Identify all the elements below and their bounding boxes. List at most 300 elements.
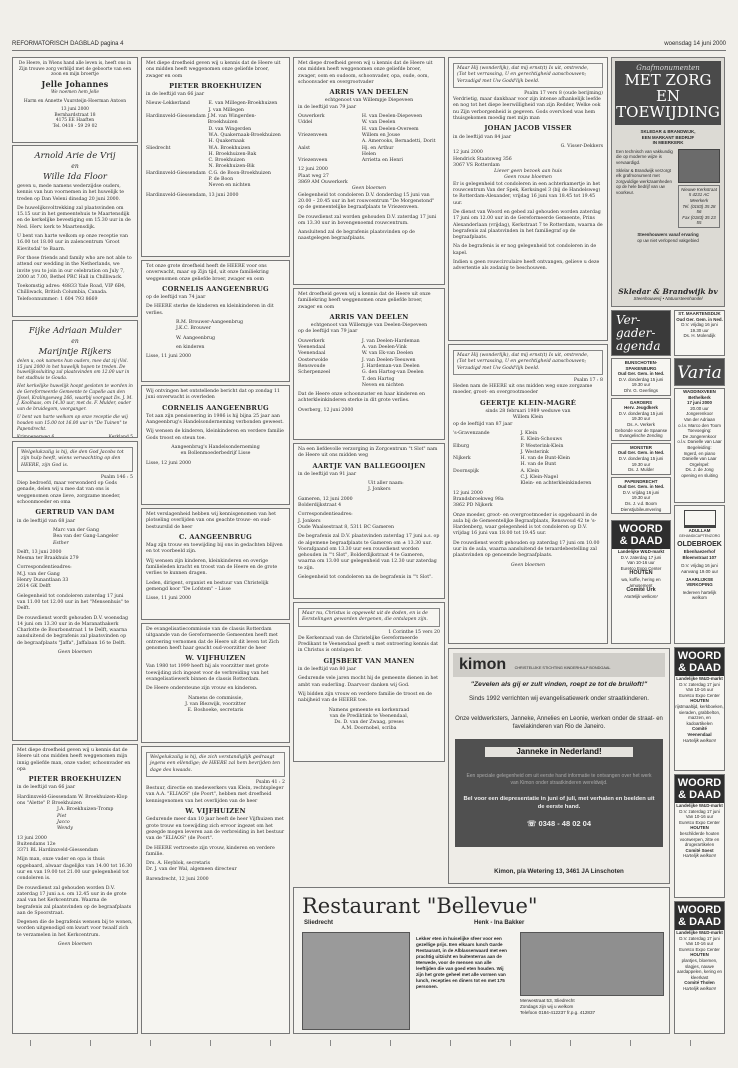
v1-l7: o.l.v. Marco den Toom: [678, 422, 721, 428]
obit-gk-age: op de leeftijd van 87 jaar: [453, 421, 513, 427]
ad2-place: Veenendaal: [298, 345, 326, 351]
obit-jv-name: JOHAN JACOB VISSER: [484, 124, 572, 133]
bottom-crop-marks: [0, 1040, 738, 1060]
v2-l2: Ebenhaezerhof: [683, 549, 716, 555]
obit-ab-body2: De begrafenis zal D.V. plaatsvinden zaterdag 17 juni a.s. op de algemene begraafplaats te Gameren om ± 13.30 uur. Voorafgaand om 13.30 uur een rouwdienst worden gehouden in "'t Slot", Bolderdijkstraat 4 te Gameren, waarna om 13.00 uur gelegenheid van 12.30 uur zaterdag te zijn.: [298, 534, 440, 571]
wd1-logo: [612, 521, 670, 549]
ad2-person: G. den Hartog-van Deelen: [361, 370, 424, 376]
gk-person: J. Westerink: [520, 449, 549, 455]
ad2-person: J. van Deelen-Teeuwen: [361, 357, 416, 363]
wd3-logo: [675, 775, 724, 803]
wd4-l5: HOUTEN: [690, 952, 709, 958]
obit-vandam-r1: Marc van der Gang: [53, 527, 99, 533]
varia-label: Varia: [677, 363, 722, 383]
agenda-item-p: Ds. J. Mulder: [628, 467, 654, 473]
ad2-place: [298, 383, 362, 389]
kerk-l4: 19.30 uur: [690, 327, 709, 333]
obituary-aangeenbrug-choir: [141, 508, 290, 620]
obit-jv-body2: Er is gelegenheid tot condoleren in een achterkamertje in het rouwcentrum Van der Spek, Kerksingel 3 (bij de Handelsweg) te Rotterdam-Alexander, vrijdag 16 juni van 18.45 tot 19.45 uur.: [453, 181, 601, 206]
wd2-l5: HOUTEN: [690, 698, 709, 704]
grafmonumenten-body: [616, 129, 720, 243]
agenda-item: [611, 443, 671, 475]
v1-l2: Bethelkerk: [688, 394, 711, 400]
ad1-person: Hj. en Arthur: [361, 145, 394, 151]
obit-wv1-r1: Namens de commissie,: [188, 695, 243, 701]
wd3-l5: HOUTEN: [690, 825, 709, 831]
ad2-place: Oosterwolde: [298, 357, 329, 363]
varia-header: [674, 358, 725, 386]
wd3-l3: Van 10-16 uur: [685, 814, 714, 820]
wd1-l6: wa, koffie, hering en: [621, 576, 661, 582]
gk-place: [453, 481, 521, 487]
v1-l12: Ingerd, en piano: [683, 450, 716, 456]
ad1-person: A. Amerooks, Bernadetti, Dorit: [361, 139, 436, 145]
obit-gm-name: GIJSBERT VAN MANEN: [323, 656, 415, 665]
agenda-item-n: Gebonde voor de Spaanse Evangelische Zending: [614, 427, 668, 439]
obituary-ballegooijen: [293, 443, 445, 599]
pb2-person: W.A. Broekhuizen: [208, 145, 251, 151]
pb2-row: [146, 114, 285, 127]
ad1-place: Vriezenveen: [298, 132, 328, 138]
wd1-l7: amusement: [629, 582, 653, 588]
obit-pb1-name: PIETER BROEKHUIZEN: [28, 775, 122, 784]
obituary-broekhuizen-siblings: [141, 57, 290, 257]
pb2-person: C.G. de Boon-Broekhuizen: [208, 170, 271, 176]
kimon-tag: CHRISTELIJKE STICHTING KINDERHULP BONDGAAL: [514, 666, 611, 670]
wd2-l9: Hartelijk welkom!: [682, 737, 717, 743]
obit-gm-age: in de leeftijd van 80 jaar: [298, 667, 357, 673]
crop-mark: [390, 1040, 391, 1046]
wedding-vrij-floor: [12, 145, 138, 317]
obit-wv2-ref: Psalm 41 : 2: [255, 779, 285, 785]
obit-ca3-body3: Wij wensen zijn kinderen, kleinkinderen en overige familieleden kracht en troost van de Heere en de grote verlies te kunnen dragen.: [146, 558, 278, 577]
obit-ad1-body2: Gelegenheid tot condoleren D.V. donderdag 15 juni van 20.00 – 20.45 uur in het rouwcentrum "De Morgenstond" op de gemeentelijke begraafplaats te Vriezenveen.: [298, 192, 435, 211]
obit-pb1-r5: Jacco: [57, 819, 70, 825]
obit-vandam-age: in de leeftijd van 68 jaar: [17, 518, 76, 524]
wedding-body3: U bent van harte welkom op onze receptie van 16.00 tot 18.00 uur in zalencentrum 'Groot Kievitsdal' te Baarn.: [17, 234, 129, 252]
gk-person: H. van de Bunt-Klein: [520, 456, 571, 462]
pb2-place: [146, 183, 209, 189]
kimon-p3: Een speciale gelegenheid om uit eerste hand informatie te ontvangen over het werk van Kimon onder straatkinderen wereldwijd.: [466, 773, 652, 786]
obit-vandam-r2: Bea van der Gang-Langeler: [53, 534, 119, 540]
obit-pb2-name: PIETER BROEKHUIZEN: [169, 81, 262, 90]
ad1-fax: Fax (0183) 35 23 55: [682, 214, 716, 226]
bellevue-tel: Telefoon 0184-412237 fr.p.g. 412837: [520, 1010, 596, 1015]
agenda-item-t: Herv. Jeugdkerk: [624, 405, 658, 411]
v1-l6: Van der Adriaan: [683, 416, 716, 422]
obituary-aangeenbrug-family: [141, 260, 290, 382]
pb2-person: W.A. Quakernaak-Broekhuizen: [208, 132, 281, 138]
obit-ca1-body: Tot onze grote droefheid heeft de HEERE voor ons onverwacht, maar op Zijn tijd, uit onze familiekring weggenomen onze geliefde broer, zwager en oom: [146, 264, 269, 282]
pb2-person: C. Broekhuizen: [208, 158, 245, 164]
gk-person: E. Klein-Schouws: [520, 437, 562, 443]
gk-person: P. Westerink-Klein: [520, 443, 564, 449]
obit-vandam-body2: Gelegenheid tot condoleren zaterdag 17 juni van 11.00 tot 12.00 uur in het "Mensenhuis" te Delft.: [17, 593, 129, 612]
obit-jv-body3: De dienst van Woord en gebed zal gehouden worden zaterdag 17 juni om 12.00 uur in de Gereformeerde Gemeente, Prins Alexanderlaan (vrijdag), Kerkstraat 7 te Rotterdam, waarna de begrafenis zal plaatsvinden in het familiegraf op de begraafplaats.: [453, 209, 603, 241]
kimon-quote: "Zevelen als gij er zult vinden, roept ze tot de bruiloft!": [470, 681, 648, 688]
ad1-s2: op uw niet verlopend vakgebied: [637, 237, 699, 243]
obit-vandam-corr3: Henry Dunantlaan 33: [17, 578, 69, 584]
obit-wv2-quote: Welgelukzalig is hij, die zich verstandiglijk gedraagt jegens een ellendige; de HEERE zal hem bevrijden ten dage des kwaads.: [146, 752, 285, 777]
birth-name: Jelle Johannes: [41, 78, 109, 89]
v1-l8: Toevoeging:: [687, 428, 712, 434]
v1-l14: Orgelspel:: [689, 461, 710, 467]
pb2-person: H. Broekhuizen-Bak: [208, 151, 257, 157]
ad1-body2: Sklelar & Brandwijk verzorgt elk grafmonument met zorgvuldige werkzaamheden op de hele bedrijf van uw voorkeur.: [616, 167, 672, 195]
obit-gm-ref: 1 Corinthe 15 vers 20: [388, 629, 440, 635]
ad2-person: T. den Hartog: [361, 376, 395, 382]
wd4-l1: Landelijke W&D-markt: [676, 930, 723, 935]
obit-pb1-addr2: 3371 BL Hardinxveld-Giessendam: [17, 848, 99, 854]
wedding-body: geven u, mede namens wederzijdse ouders, kennis van hun voornemen in het huwelijk te treden op Dan Veleni dinsdag 20 juni 2000.: [17, 184, 125, 202]
v1-l9: De Jongerenkoor: [682, 433, 717, 439]
grafmonumenten-banner: [615, 61, 721, 125]
obit-ca2-body: Wij ontvingen het ontstellende bericht dat op zondag 11 juni onverwacht is overleden: [146, 389, 280, 401]
crop-mark: [570, 1040, 571, 1046]
ad1-s1: Steenhouwers vanaf ervaring: [637, 231, 699, 237]
obit-ad1-body: Met diepe droefheid geven wij u kennis dat de Heere uit ons midden heeft weggenomen onze geliefde broer, zwager, oom en oudoom, schoonvader, opa, oude, oom, schoonvader en overgrootvader: [298, 61, 433, 85]
crop-mark: [330, 1040, 331, 1046]
wedding2-and: en: [71, 338, 79, 345]
obituary-vijfhuizen-commission: [141, 623, 290, 743]
wd4-l4: Euretco Expo Center: [679, 946, 720, 952]
obit-wv2-body3: De HEERE vertroeste zijn vrouw, kinderen en verdere familie.: [146, 845, 275, 857]
kerkdienst-maartensdijk: [674, 310, 725, 356]
wedding2-addr-l: Krimpenerweg 6: [17, 435, 55, 438]
obit-jv-addr: Hendrick Staatsweg 356: [453, 156, 512, 162]
wd4-l6: plantjes, bloemen, slagjes, nauwe aardappelen, kering en kleerkast: [677, 957, 722, 980]
ad1-person: Helen: [361, 151, 377, 157]
crop-mark: [90, 1040, 91, 1046]
ad1-body: Een technisch van vakkundig die op moderne wijze is vervaardigd.: [616, 148, 673, 165]
obit-ad2-age: op de leeftijd van 79 jaar: [298, 329, 358, 335]
gk-row: [453, 481, 603, 487]
pb2-person: J. van Millegen: [208, 107, 244, 113]
wd2-logo2: & DAAD: [678, 662, 721, 674]
obit-vandam-body: Diep bedroefd, maar verwonderd op Gods genade, delen wij u mee dat van ons is weggenomen onze lieve, zorgzame moeder, schoonmoeder en oma: [17, 481, 121, 506]
obit-ca3-body: Met verslagenheid hebben wij kennisgenomen van het plotseling overlijden van ons geachte trouw- en oud-bestuurslid de heer: [146, 512, 276, 530]
agenda-item-x: 19.30 uur: [631, 495, 651, 501]
ad1-l4: SKLEDAR & BRANDWIJK,: [640, 129, 696, 134]
gk-person: J. Klein: [520, 430, 538, 436]
ad1-l1: Gnafmonumenten: [636, 64, 700, 72]
agenda-item-x: 19.30 uur: [631, 416, 651, 422]
birth-city: 4175 EE Haaften: [55, 118, 95, 124]
ad1-tel: Tel. (0183) 35 28 56: [682, 203, 716, 215]
agenda-item-d: D.V. donderdag 15 juni: [618, 455, 664, 461]
v1-l15: Ds. J. de Jong: [685, 467, 714, 473]
gk-person: A. Klein: [520, 468, 540, 474]
wd3-logo1: WOORD: [677, 777, 722, 789]
ad1-brand: Skledar & Brandwijk bv: [618, 287, 718, 297]
obit-ca2-name: CORNELIS AANGEENBRUG: [162, 403, 269, 412]
obit-gk-date: 12 juni 2000: [453, 490, 483, 496]
obit-ab-place: Gameren, 12 juni 2000: [298, 496, 353, 502]
agenda-item: [611, 398, 671, 441]
obit-pb2-place: Hardinxveld-Giessendam, 13 juni 2000: [146, 192, 239, 198]
agenda-item-p: Ds. J. v.d. Boom: [625, 501, 657, 507]
grafmonumenten-ad: [611, 57, 725, 307]
obit-pb1-date: 13 juni 2000: [17, 835, 47, 841]
v1-l13: Danielle van Laar: [682, 456, 717, 462]
agenda-item-h: MONSTER: [630, 444, 652, 450]
obit-gk-rows: [453, 431, 603, 488]
wedding2-groom: Fijke Adriaan Mulder: [28, 326, 122, 336]
obit-vandam-r3: Esther: [53, 540, 69, 546]
wedding-groom: Arnold Arie de Vrij: [34, 151, 116, 161]
ad2-person: W. van Ek-van Deelen: [361, 351, 414, 357]
obit-gk-addr2: 3862 PD Nijkerk: [453, 503, 493, 509]
obit-ca2-body2: Tot aan zijn pensionering in 1986 is hij bijna 25 jaar aan Aangeenbrug's Handelsonderneming verbonden geweest.: [146, 413, 284, 426]
obit-pb2-age: in de leeftijd van 66 jaar: [146, 92, 205, 98]
ad2-place: Scherpenzeel: [298, 370, 331, 376]
adullam-verkoping: [674, 505, 725, 644]
kerk-l5: Ds. H. Molendijk: [683, 333, 716, 339]
agenda-item-h: GAROERS: [629, 399, 653, 405]
wd3-logo2: & DAAD: [678, 789, 721, 801]
wd2-l4: Euretco Expo Center: [679, 692, 720, 698]
ad2-person: A. van Deelen-Vink: [361, 345, 407, 351]
obituary-visser: [448, 57, 608, 341]
ad1-addr: Nieuwe Kerkstraat 5 4231 AC Meerkerk: [681, 186, 717, 203]
wd1-logo1: WOORD: [619, 523, 663, 535]
woord-daad-ad-1: [611, 520, 671, 644]
obit-gk-body3: De rouwdienst wordt gehouden op zaterdag 17 juni om 10.00 uur in de aula, waarna aansluitend de teraardebestelling zal plaatsvinden op genoemde begraafplaats.: [453, 540, 600, 559]
obit-pb1-addr: Buitendams 12e: [17, 841, 56, 847]
obit-ca1-age: op de leeftijd van 74 jaar: [146, 295, 206, 301]
obit-pb1-end: Geen bloemen: [57, 942, 93, 948]
v1-l3: 17 juni 2000: [687, 400, 712, 406]
wd2-l3: Van 10-16 uur: [685, 687, 714, 693]
obit-ad1-body3: De rouwdienst zal worden gehouden D.V. zaterdag 17 juni om 13.30 uur in bovengenoemd rouwcentrum.: [298, 214, 437, 226]
agenda-item-h: BUNSCHOTEN-SPAKENBURG: [624, 360, 658, 371]
obit-pb1-r3: J.A. Broekhuizen-Tromp: [57, 807, 114, 813]
wd2-l7: Comité: [692, 726, 707, 732]
v1-l5: Jongerenkoor: [686, 411, 713, 417]
v2-l6: JAARLIJKSE: [685, 576, 714, 582]
vergaderagenda-header: [611, 310, 671, 356]
obituary-van-deelen-family: [293, 57, 445, 285]
wd4-l7: Comité Tholen: [684, 980, 715, 986]
obit-vandam-addr: Mesma ter Braakhuis 279: [17, 556, 79, 562]
birth-street: Bernhardstraat 18: [54, 112, 96, 118]
obit-ab-corr: Correspondentieadres:: [298, 512, 353, 518]
obit-wv2-body2: Gedurende meer dan 10 jaar heeft de heer Vijfhuizen met grote trouw en toewijding zich ervoor ingezet om het gezegde mogen leveren aan de verbreiding in het bestuur van de "ELIAOS" (de Poort".: [146, 817, 285, 842]
ad1-l6: IN MEERKERK: [652, 140, 684, 146]
obit-gk-sub: sinds 28 februari 1989 weduwe van: [485, 409, 571, 415]
agenda-item-t: Oud Ger. Gem. in Ned.: [617, 450, 665, 456]
v2-l5: Aanvang 19.00 uur: [680, 568, 719, 574]
ad2-person: Neven en nichten: [361, 382, 404, 388]
obit-ab-addr: Bolderdijkstraat 4: [298, 503, 342, 509]
obit-jv-ref: Psalm 17 vers 8 (oude berijming): [524, 90, 603, 96]
obit-ad1-end: Geen bloemen: [351, 186, 387, 192]
obit-ab-corr3: Oude Waalsestraat 8, 5311 BC Gameren: [298, 524, 395, 530]
wedding2-addr-r: Kerkland 5: [108, 435, 133, 438]
obit-ad1-name: ARRIS VAN DEELEN: [329, 88, 409, 97]
ad2-person: J. van Deelen-Hardeman: [361, 338, 420, 344]
obit-pb1-r6: Wendy: [57, 826, 73, 832]
obit-jv-end: Liever geen bezoek aan huis: [494, 169, 562, 175]
obit-jv-body5: Indien u geen rouwcirculaire heeft ontvangen, gelieve u deze advertentie als zodanig te beschouwen.: [453, 260, 600, 272]
wedding-and: en: [71, 163, 79, 170]
v1-l1: WADDINXVEEN: [683, 389, 716, 394]
v1-l4: 20.00 uur: [690, 405, 709, 411]
wedding-body4: For those friends and family who are not able to attend our wedding in the Netherlands, we invite you to join in our celebration on July 7, 2000 at 7.00, Bethel PRC Hall in Chilliwack.: [17, 255, 132, 280]
wd1-l3: Van 10-16 uur: [627, 560, 655, 566]
obit-wv1-r2: J. van Blezwijk, voorzitter: [185, 701, 246, 707]
agenda-item: [611, 477, 671, 515]
wd1-l8: Comité Urk: [626, 587, 656, 594]
obit-ca2-r1: Aangeenbrug's Handelsonderneming: [171, 445, 260, 451]
wd4-l2: D.V. zaterdag 17 juni: [679, 935, 720, 941]
bellevue-hours: Zondags zijn wij u welkom: [520, 1004, 574, 1009]
pb2-place: Hardinxveld-Giessendam: [146, 170, 206, 176]
gk-person: Klein- en achterkleinkinderen: [520, 481, 592, 487]
pb2-person: N. Broekhuizen-Bik: [208, 164, 255, 170]
obit-vandam-name: GERTRUD VAN DAM: [35, 508, 115, 517]
ad1-person: H. van Deelen-Overeem: [361, 126, 419, 132]
obit-ab-name: AARTJE VAN BALLEGOOIJEN: [312, 461, 426, 470]
obit-pb1-body2: Mijn man, onze vader en opa is thuis opgebaard, alwaar dagelijks van 14.00 tot 16.30 uur en van 19.00 tot 21.00 uur gelegenheid tot condoleren is.: [17, 857, 133, 882]
wedding-body2: De huwelijksvoltrekking zal plaatsvinden om 15.15 uur in het gemeentehuis te Maartensdijk en de kerkelijke bevestiging om 15.30 uur in de Ned. Herv. kerk te Maartensdijk.: [17, 205, 131, 230]
obit-wv2-r2: Dr. J. van der Wal, algemeen directeur: [146, 867, 237, 873]
pb2-person: P. de Boon: [208, 177, 234, 183]
wedding2-body: delen u, ook namens hun ouders, mee dat zij (Vol. 15 juni 2000 in het huwelijk hopen te treden. De huwelijkssluiting zal plaatsvinden om 12.00 uur in het stadhuis te Gouda.: [17, 359, 130, 381]
obit-ca1-r1: R.M. Brouwer-Aangeenbrug: [176, 320, 243, 326]
wd2-logo1: WOORD: [677, 650, 722, 662]
obit-gm-r1: Namens gemeente en kerkenraad: [328, 707, 410, 713]
ad1-row: [298, 158, 440, 164]
obit-ca1-r4: en kinderen: [176, 344, 205, 350]
obit-vandam-quote: Welgelukzalig is hij, die den God Jacobs tot zijn hulp heeft, wiens verwachting op den HEERE, zijn God is.: [17, 447, 133, 472]
obit-ca1-name: CORNELIS AANGEENBRUG: [162, 284, 269, 293]
obit-vandam-ref: Psalm 146 : 5: [100, 474, 133, 480]
obit-jv-age: in de leeftijd van 84 jaar: [453, 134, 512, 140]
agenda-item-d: D.V. vrijdag 16 juni: [622, 489, 660, 495]
phone-icon: ☏: [526, 819, 539, 828]
agenda-item-p: Ds. A. Verkerk: [627, 421, 655, 427]
wd3-l6: beschilderde houten voorwerpen, zitte en drogerartikelen: [679, 830, 720, 848]
woord-daad-ad-2: [674, 647, 725, 771]
woord-daad-ad-3: [674, 774, 725, 898]
obit-pb1-r2: ons "Alette" P. Broekhuizen: [17, 801, 82, 807]
obit-ca3-name: C. AANGEENBRUG: [179, 532, 252, 541]
ad2-place: Ouwerkerk: [298, 338, 325, 344]
obit-wv1-body3: De Heere ondersteune zijn vrouw en kinderen.: [146, 686, 258, 692]
obit-vandam-corr: Correspondentieadres:: [17, 565, 72, 571]
obit-ad1-addr: Plaat weg 27: [298, 173, 329, 179]
pb2-person: E. van Millegen-Broekhuizen: [208, 101, 278, 107]
agenda-item-x: 19.30 uur: [631, 461, 651, 467]
wd4-l8: Hartelijk welkom!: [682, 985, 717, 991]
pb2-person: D. van Wingerden: [208, 126, 252, 132]
bellevue-ad: [293, 887, 670, 1034]
obit-pb1-age: in de leeftijd van 66 jaar: [17, 785, 76, 791]
ad1-text: [616, 149, 675, 228]
obit-pb1-r4: Piet: [57, 813, 67, 819]
obit-ad1-rows: [298, 114, 440, 164]
birth-nickname: We noemen hem Jelle: [51, 90, 99, 96]
ad1-brand2: Steenhouwerij • Natuursteenhandel: [633, 296, 703, 302]
obit-ab-r2: J. Jonkers: [368, 487, 391, 493]
obit-ca3-place: Lisse, 11 juni 2000: [146, 596, 192, 602]
restaurant-photo: [302, 932, 410, 1030]
obit-ab-age: in de leeftijd van 91 jaar: [298, 471, 357, 477]
birth-parents: Harm en Annette Vuursteijn-Hoerman Antoon: [23, 98, 127, 104]
obit-gk-end: Geen bloemen: [510, 562, 546, 568]
obit-gm-body: De Kerkenraad van de Christelijke Gereformeerde Predikant te Veenendaal geeft u met ontroering kennis dat in Christus is ontslapen br.: [298, 635, 439, 654]
wedding2-addr-row: [17, 435, 133, 438]
wd2-l2: D.V. zaterdag 17 juni: [679, 681, 720, 687]
v1-l16: opening en sluiting: [681, 472, 718, 478]
obit-vandam-body3: De rouwdienst wordt gehouden D.V. woensdag 14 juni om 13.30 uur in de Maranathakerk Charlotte de Bourbonstraat 1 te Delft, waarna aansluitend de begrafenis zal plaatsvinden op de begraafplaats "Jaffa", Jaffalaan 16 te Delft.: [17, 615, 129, 646]
crop-mark: [690, 1040, 691, 1046]
ad1-contact: [678, 185, 720, 228]
obit-ca1-place: Lisse, 11 juni 2000: [146, 354, 192, 360]
agenda-item-t: Oud Ger. Gem. in Ned.: [617, 371, 665, 377]
pb2-place: Nieuw-Lekkerland: [146, 101, 190, 107]
pb2-person: J.M. van Wingerden-Broekhuizen: [207, 114, 257, 126]
pb2-place: Sliedrecht: [146, 145, 171, 151]
obituary-van-manen: [293, 602, 445, 762]
wd4-l3: Van 10-16 uur: [685, 941, 714, 947]
ad1-person: Willem en Jouse: [361, 132, 401, 138]
crop-mark: [30, 1040, 31, 1046]
page-header: [12, 40, 726, 51]
ad2-row: [298, 383, 440, 389]
obit-vandam-corr4: 2614 GK Delft: [17, 584, 51, 590]
ad1-l2: MET ZORG EN: [624, 71, 712, 105]
birth-intro: De Heere, in Wiens hand alle leven is, heeft ons in Zijn trouwe zorg verblijd met de geboorte van een zoon en mijn broertje: [18, 61, 132, 78]
obit-pb1-body3: De rouwdienst zal gehouden worden D.V. zaterdag 17 juni a.s. om 12.45 uur in de grote zaal van het Kerkcentrum. Waarna de begrafenis zal plaatsvinden op de begraafplaats aan de Spoorstraat.: [17, 885, 132, 916]
wd3-l7: Comité Soest: [685, 847, 714, 853]
wd2-l6: rijstmaaltijd, kerkboeken, sieraden, grabbelton, mazzen, en kadoartikelen: [675, 703, 724, 726]
pb2-person: H. Quakernaak: [208, 139, 245, 145]
wd1-l2: D.V. zaterdag 17 juni: [620, 554, 662, 560]
obit-jv-r1: G. Visser-Dekkers: [560, 143, 603, 149]
obit-gk-name: GEERTJE KLEIN-MAGRÉ: [480, 398, 576, 407]
obit-gm-quote: Maar nu, Christus is opgewekt uit de doden, en is de Eerstelingen geworden dergenen, die ontslapen zijn.: [298, 608, 440, 627]
v2-l9: welkom: [692, 595, 707, 601]
obit-gm-r4: A.M. Doornobel, scriba: [341, 726, 397, 732]
gk-place: Elburg: [453, 443, 470, 449]
gk-person: C.J. Klein-Nagel: [520, 475, 558, 481]
obit-wv1-name: W. VIJFHUIZEN: [185, 654, 246, 663]
obit-gm-body3: Wij bidden zijn vrouw en verdere familie de troost en de nabijheid van de HEERE toe.: [298, 691, 432, 704]
obituary-vijfhuizen-board: [141, 746, 290, 1034]
wedding2-body2: Het kerkelijke huwelijk hoopt gesloten te worden in de Gereformeerde Gemeente te Capelle aan den IJssel, Kralingseweg 266, waarbij voorgaat Ds. J. M. J. Koolhaas, om 14.30 uur, met ds. F. Mulder, ouder van de bruidegom, voorganger.: [17, 384, 133, 412]
kerk-l1: ST. MAARTENSDIJK: [678, 311, 721, 316]
wd1-l1: Landelijke W&D-markt: [617, 549, 665, 554]
obit-wv1-r3: E. Boshoeke, secretaris: [187, 708, 244, 714]
kimon-p2: Janneke in Nederland!: [485, 747, 633, 757]
crop-mark: [210, 1040, 211, 1046]
obit-ab-r1: Uit aller naam:: [368, 481, 404, 487]
wedding-address: Toekomstig adres: 48833 Yale Road, VIP 6B4, Chilliwack, British Columbia, Canada. Telefoonnummer: 1 604 793 8669: [17, 284, 126, 302]
bellevue-city: Sliedrecht: [304, 920, 334, 926]
bellevue-contact: [520, 998, 662, 1016]
obit-ca3-body4: Leden, dirigent, organist en bestuur van Christelijk gemengd koor "De Lofstem" – Lisse: [146, 580, 269, 592]
wd4-logo1: WOORD: [677, 904, 722, 916]
v2-l1: OLDEBROEK: [677, 541, 722, 549]
obit-pb1-r1: Hardinxveld-Giessendam W. Broekhuizen-Klop: [17, 794, 128, 800]
wd1-l5: HOUTEN: [629, 570, 653, 577]
obit-gm-r2: van de Prediktink te Veenendaal,: [329, 713, 409, 719]
ad1-l5: EEN MARKANT BEDRIJF: [641, 134, 695, 140]
bellevue-owners: Henk - Ina Bakker: [474, 920, 525, 926]
obit-wv2-body: Bestuur, directie en medewerkers van Klein, rechtspleger van A.A. "ELIAOS" (de Poort", hebben met droefheid kennisgenomen van het overlijden van de heer: [146, 786, 284, 804]
